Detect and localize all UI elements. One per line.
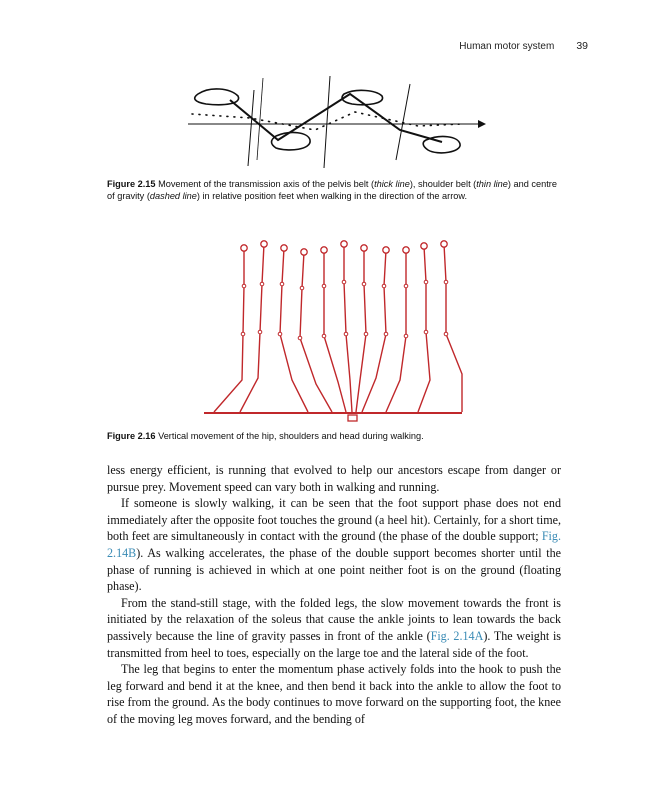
shoulder-marker: [444, 280, 448, 284]
walking-figure-body: [344, 244, 352, 412]
head-marker: [383, 247, 389, 253]
head-marker: [403, 247, 409, 253]
figure-2-15-diagram: [180, 72, 490, 172]
shoulder-marker: [260, 282, 264, 286]
paragraph: less energy efficient, is running that evolved to help our ancestors escape from danger or pursue prey. Movement speed can vary both in walking and running.: [107, 463, 561, 494]
figure-reference-link[interactable]: Fig. 2.14B: [107, 529, 561, 560]
walking-figure-body: [386, 250, 406, 412]
hip-marker: [322, 334, 326, 338]
shoulder-marker: [404, 284, 408, 288]
head-marker: [281, 245, 287, 251]
walking-figure-body: [418, 246, 430, 412]
paragraph: The leg that begins to enter the momentum phase actively folds into the hook to push the leg forward and bend it at the knee, and then bend it back into the ankle to allow the foot to rise from the ground. As the body continues to move forward on the supporting foot, the knee of the moving leg moves forward, and the bending of: [107, 662, 561, 726]
hip-marker: [258, 330, 262, 334]
hip-marker: [404, 334, 408, 338]
footprint: [272, 133, 311, 150]
figure-reference-link[interactable]: Fig. 2.14A: [430, 628, 484, 643]
hip-marker: [344, 332, 348, 336]
hip-marker: [384, 332, 388, 336]
head-marker: [321, 247, 327, 253]
shoulder-marker: [322, 284, 326, 288]
hip-marker: [364, 332, 368, 336]
hip-marker: [298, 336, 302, 340]
hip-marker: [278, 332, 282, 336]
shoulder-marker: [362, 282, 366, 286]
center-marker: [348, 415, 357, 421]
figure-label: Figure 2.15: [107, 179, 156, 189]
figure-2-16-diagram: [200, 234, 470, 426]
figure-2-16-caption: Figure 2.16 Vertical movement of the hip, shoulders and head during walking.: [107, 431, 424, 441]
paragraph: If someone is slowly walking, it can be seen that the foot support phase does not end immediately after the opposite foot touches the ground (a heel hit). Certainly, for a short time, both feet are simultaneously in contact with the ground (the phase of the double support; Fig. 2.14B). As walking accelerates, the phase of the double support becomes shorter until the phase of running is achieved in which at one point neither foot is on the ground (floating phase).: [107, 496, 561, 594]
walking-figure-body: [280, 248, 308, 412]
shoulder-belt-line: [257, 78, 263, 160]
running-head: [459, 40, 588, 52]
body-text: [107, 462, 561, 728]
head-marker: [241, 245, 247, 251]
figure-2-15-caption: Figure 2.15 Movement of the transmission axis of the pelvis belt (thick line), shoulder belt (thin line) and centre of gravity (dashed line) in relative position feet when walking in the direction of the arrow.: [107, 179, 557, 202]
hip-marker: [424, 330, 428, 334]
hip-marker: [444, 332, 448, 336]
head-marker: [301, 249, 307, 255]
direction-arrowhead: [478, 120, 486, 128]
shoulder-marker: [242, 284, 246, 288]
walking-figure-body: [444, 244, 462, 412]
shoulder-belt-line: [324, 76, 330, 168]
walking-figure-body: [356, 248, 366, 412]
head-marker: [361, 245, 367, 251]
walking-figure-body: [214, 248, 244, 412]
paragraph: From the stand-still stage, with the folded legs, the slow movement towards the front is initiated by the relaxation of the soleus that cause the ankle joints to lean towards the back passively because the line of gravity passes in front of the ankle (Fig. 2.14A). The weight is transmitted from heel to toes, especially on the large toe and the lateral side of the foot.: [107, 595, 562, 660]
figure-label: Figure 2.16: [107, 431, 156, 441]
head-marker: [261, 241, 267, 247]
footprint: [423, 137, 460, 153]
walking-figure-body: [324, 250, 346, 412]
shoulder-marker: [382, 284, 386, 288]
section-title: Human motor system: [459, 41, 555, 52]
head-marker: [421, 243, 427, 249]
shoulder-marker: [424, 280, 428, 284]
shoulder-marker: [300, 286, 304, 290]
shoulder-marker: [280, 282, 284, 286]
shoulder-belt-line: [248, 90, 254, 166]
head-marker: [341, 241, 347, 247]
page-number: 39: [576, 40, 588, 52]
shoulder-belt-line: [396, 84, 410, 160]
shoulder-marker: [342, 280, 346, 284]
pelvis-belt-line: [230, 94, 442, 142]
walking-figure-body: [300, 252, 332, 412]
hip-marker: [241, 332, 245, 336]
head-marker: [441, 241, 447, 247]
